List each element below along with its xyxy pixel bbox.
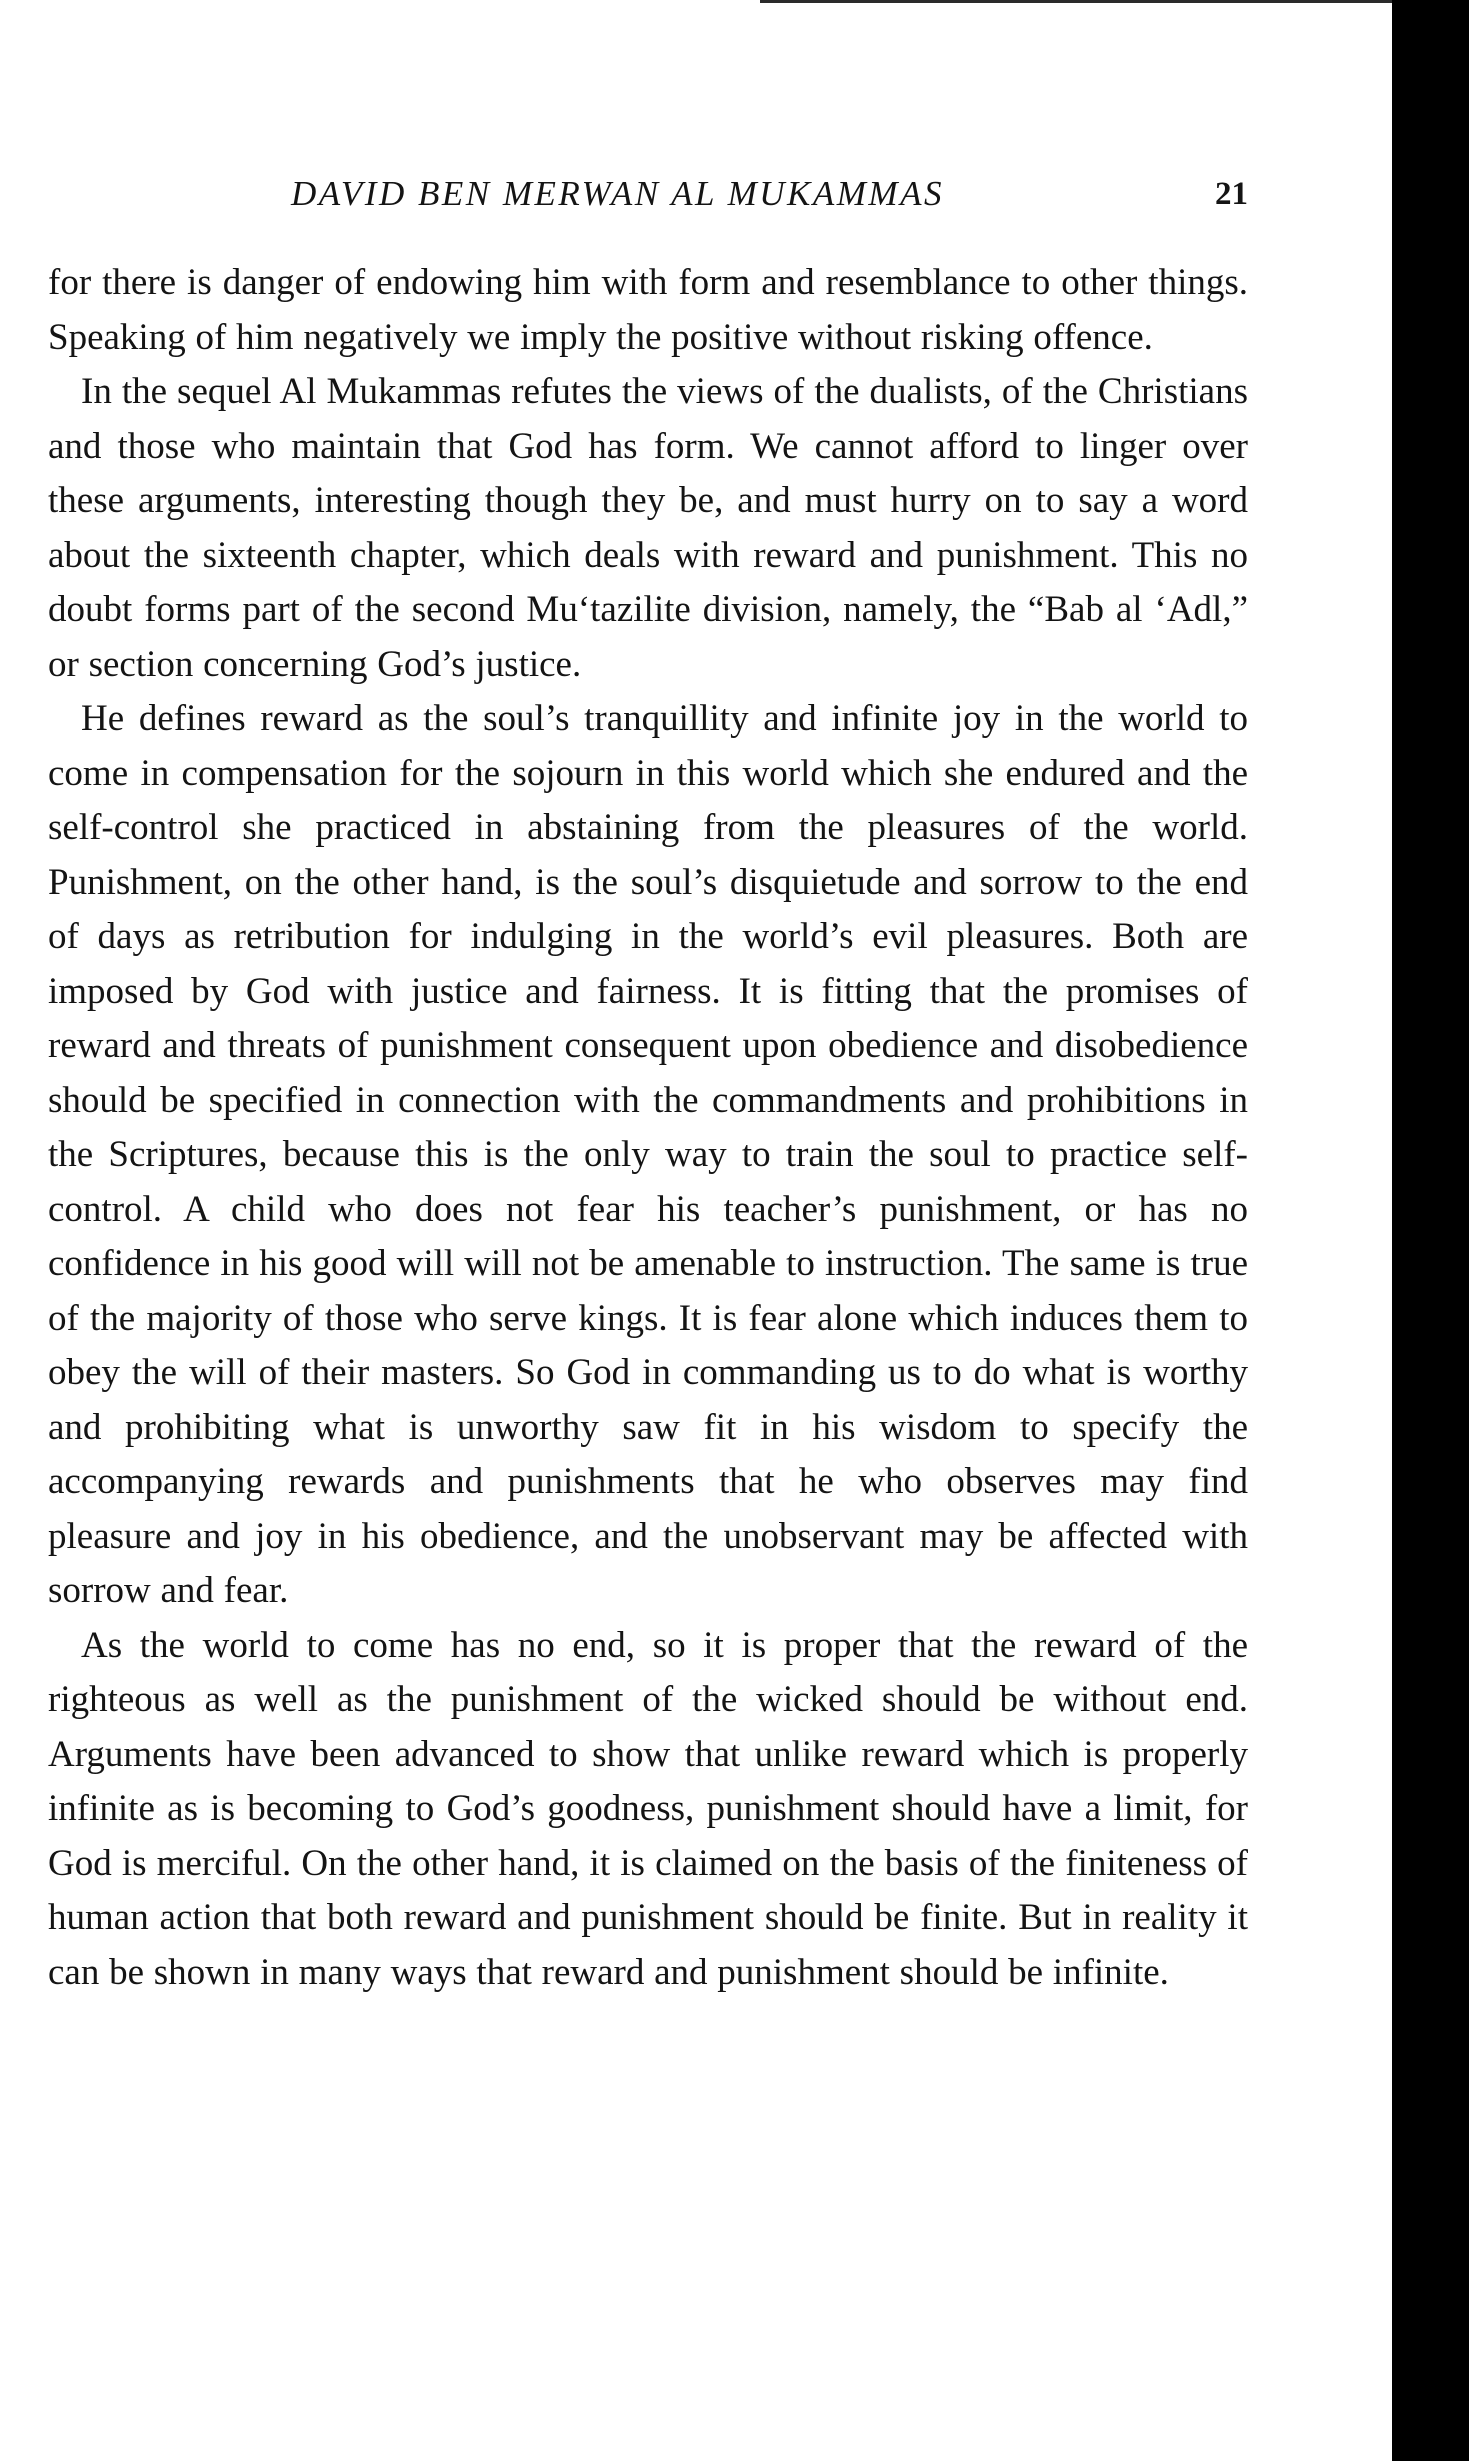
paragraph-continued: for there is danger of endowing him with form and resemblance to other things. Speaking of him negatively we imply the positive without risking offence. — [48, 262, 1248, 358]
paragraph: In the sequel Al Mukammas refutes the views of the dualists, of the Christians and those who maintain that God has form. We cannot afford to linger over these arguments, interesting though they be, and must hurry on to say a word about the sixteenth chapter, which deals with reward and punishment. This no doubt forms part of the second Mu‘tazilite division, namely, the “Bab al ‘Adl,” or section concerning God’s justice. — [48, 371, 1248, 685]
running-head-title: DAVID BEN MERWAN AL MUKAMMAS — [291, 174, 944, 213]
running-head — [48, 168, 1248, 220]
paragraph: He defines reward as the soul’s tranquillity and infinite joy in the world to come in compensation for the sojourn in this world which she endured and the self-control she practiced in abstaining from the pleasures of the world. Punishment, on the other hand, is the soul’s disquietude and sorrow to the end of days as retribution for indulging in the world’s evil pleasures. Both are imposed by God with justice and fairness. It is fitting that the promises of reward and threats of punishment consequent upon obedience and disobedience should be specified in connection with the commandments and prohibitions in the Scriptures, because this is the only way to train the soul to practice self-control. A child who does not fear his teacher’s punishment, or has no confidence in his good will will not be amenable to instruction. The same is true of the majority of those who serve kings. It is fear alone which induces them to obey the will of their masters. So God in commanding us to do what is worthy and prohibiting what is unworthy saw fit in his wisdom to specify the accompanying rewards and punishments that he who observes may find pleasure and joy in his obedience, and the unobservant may be affected with sorrow and fear. — [48, 698, 1248, 1611]
body-text — [48, 256, 1248, 2000]
page-number: 21 — [1215, 176, 1248, 212]
scan-right-edge — [1392, 0, 1469, 2461]
paragraph: As the world to come has no end, so it is proper that the reward of the righteous as well as the punishment of the wicked should be without end. Arguments have been advanced to show that unlike reward which is properly infinite as is becoming to God’s goodness, punishment should have a limit, for God is merciful. On the other hand, it is claimed on the basis of the finiteness of human action that both reward and punishment should be finite. But in reality it can be shown in many ways that reward and punishment should be infinite. — [48, 1624, 1248, 1993]
